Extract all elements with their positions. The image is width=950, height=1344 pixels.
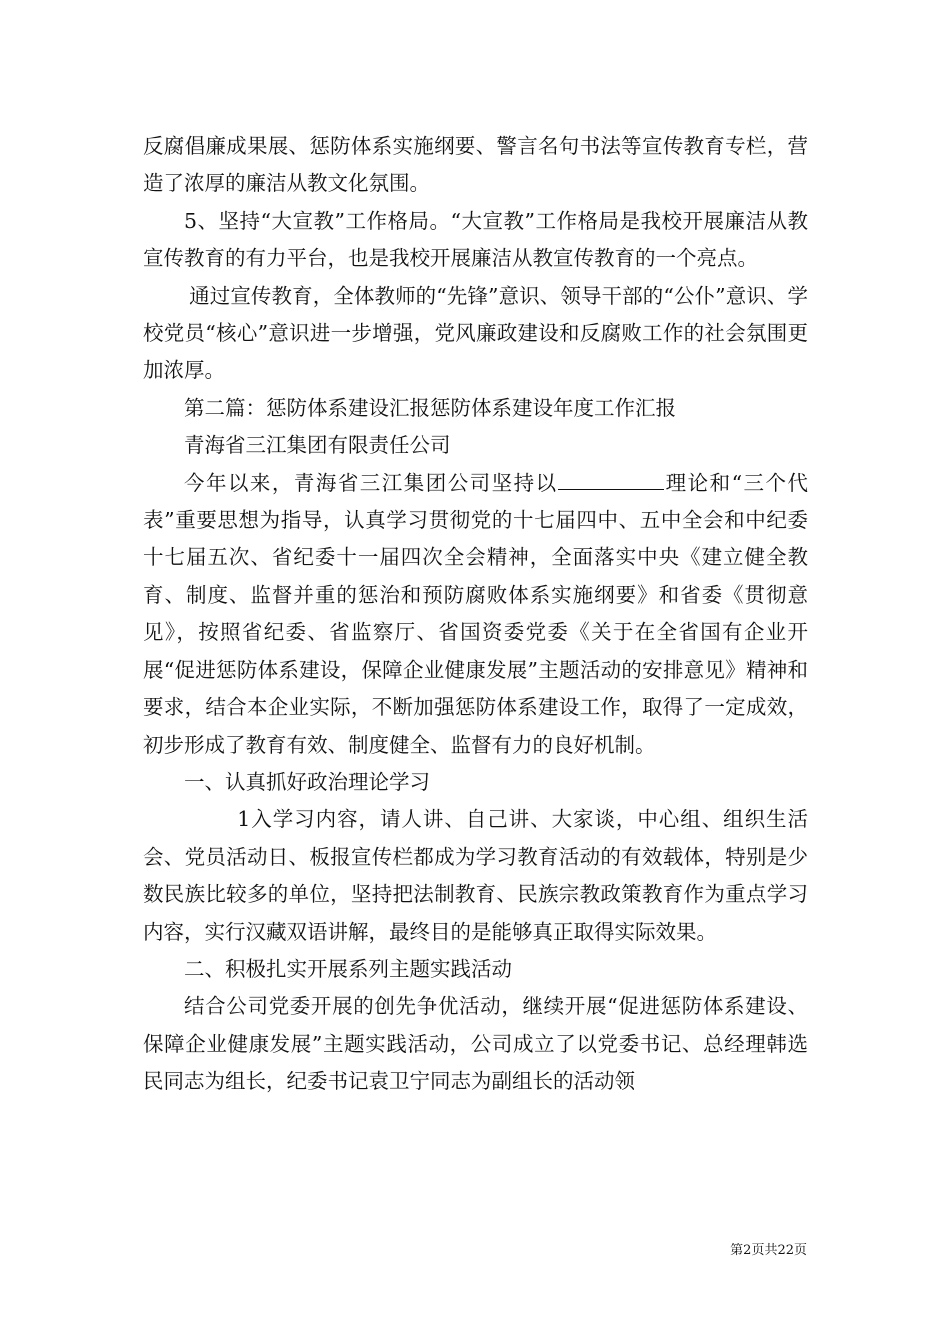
section-heading: 二、积极扎实开展系列主题实践活动 <box>184 956 512 981</box>
paragraph-part: 理论和“三个代表”重要思想为指导，认真学习贯彻党的十七届四中、五中全会和中纪委十七届五次、省纪委十一届四次全会精神，全面落实中央《建立健全教育、制度、监督并重的惩治和预防腐败体系实施纲要》和省委《贯彻意见》，按照省纪委、省监察厅、省国资委党委《关于在全省国有企业开展“促进惩防体系建设，保障企业健康发展”主题活动的安排意见》精神和要求，结合本企业实际，不断加强惩防体系建设工作，取得了一定成效，初步形成了教育有效、制度健全、监督有力的良好机制。 <box>143 470 808 757</box>
section-heading: 第二篇：惩防体系建设汇报惩防体系建设年度工作汇报 <box>184 395 676 420</box>
document-body <box>143 128 808 1101</box>
page-number: 第2页共22页 <box>730 1243 807 1258</box>
paragraph: 1入学习内容，请人讲、自己讲、大家谈，中心组、组织生活会、党员活动日、板报宣传栏都成为学习教育活动的有效载体，特别是少数民族比较多的单位，坚持把法制教育、民族宗教政策教育作为重点学习内容，实行汉藏双语讲解，最终目的是能够真正取得实际效果。 <box>143 807 808 944</box>
paragraph: 5、坚持“大宣教”工作格局。“大宣教”工作格局是我校开展廉洁从教宣传教育的有力平台，也是我校开展廉洁从教宣传教育的一个亮点。 <box>143 208 808 271</box>
blank-underline <box>558 470 665 489</box>
paragraph: 通过宣传教育，全体教师的“先锋”意识、领导干部的“公仆”意识、学校党员“核心”意识进一步增强，党风廉政建设和反腐败工作的社会氛围更加浓厚。 <box>143 283 808 383</box>
paragraph: 反腐倡廉成果展、惩防体系实施纲要、警言名句书法等宣传教育专栏，营造了浓厚的廉洁从教文化氛围。 <box>143 134 808 196</box>
company-name: 青海省三江集团有限责任公司 <box>184 433 451 458</box>
paragraph: 结合公司党委开展的创先争优活动，继续开展“促进惩防体系建设、保障企业健康发展”主题实践活动，公司成立了以党委书记、总经理韩选民同志为组长，纪委书记袁卫宁同志为副组长的活动领 <box>143 994 808 1094</box>
section-heading: 一、认真抓好政治理论学习 <box>184 769 430 794</box>
paragraph-part: 今年以来，青海省三江集团公司坚持以 <box>184 470 558 495</box>
paragraph <box>143 465 808 764</box>
